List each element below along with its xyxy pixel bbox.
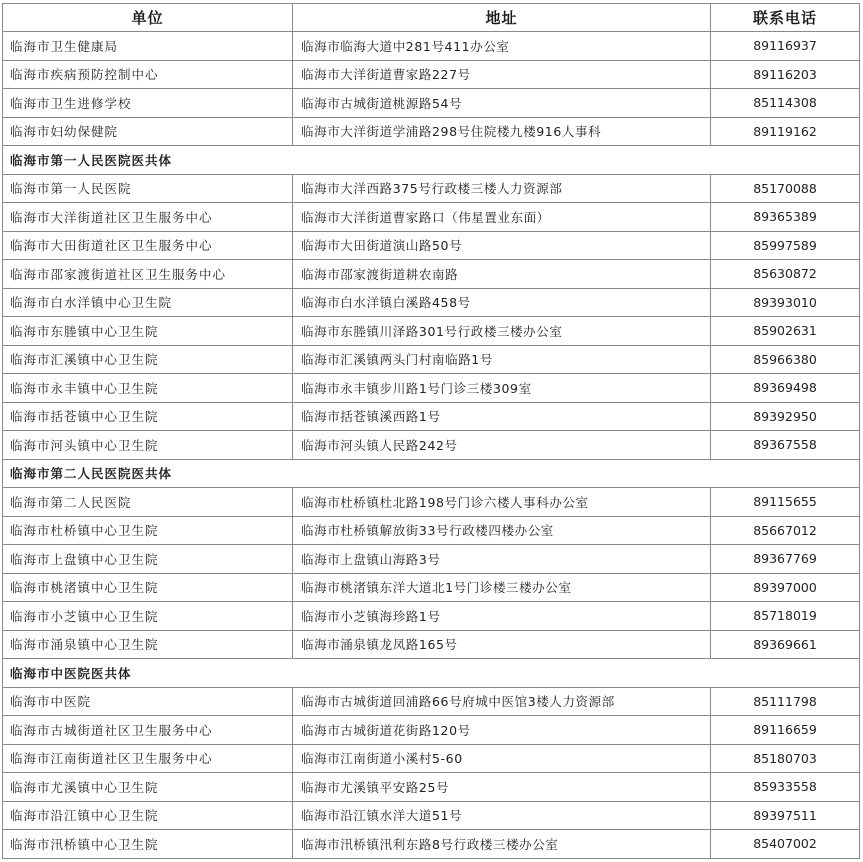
table-row	[3, 203, 860, 232]
table-row	[3, 573, 860, 602]
unit-cell: 临海市白水洋镇中心卫生院	[3, 288, 293, 317]
address-cell: 临海市江南街道小溪村5-60	[293, 744, 711, 773]
group-title: 临海市第一人民医院医共体	[3, 146, 860, 175]
header-phone: 联系电话	[711, 4, 860, 32]
group-title: 临海市中医院医共体	[3, 659, 860, 688]
address-cell: 临海市大田街道演山路50号	[293, 231, 711, 260]
table-row	[3, 602, 860, 631]
address-cell: 临海市涌泉镇龙凤路165号	[293, 630, 711, 659]
address-cell: 临海市永丰镇步川路1号门诊三楼309室	[293, 374, 711, 403]
header-row	[3, 4, 860, 32]
table-row	[3, 630, 860, 659]
phone-cell: 89365389	[711, 203, 860, 232]
phone-cell: 89369498	[711, 374, 860, 403]
phone-cell: 85997589	[711, 231, 860, 260]
address-cell: 临海市沿江镇水洋大道51号	[293, 801, 711, 830]
phone-cell: 89369661	[711, 630, 860, 659]
table-row	[3, 60, 860, 89]
table-row	[3, 687, 860, 716]
phone-cell: 85111798	[711, 687, 860, 716]
unit-cell: 临海市卫生健康局	[3, 32, 293, 61]
address-cell: 临海市古城街道花街路120号	[293, 716, 711, 745]
address-cell: 临海市括苍镇溪西路1号	[293, 402, 711, 431]
address-cell: 临海市大洋街道学浦路298号住院楼九楼916人事科	[293, 117, 711, 146]
unit-cell: 临海市杜桥镇中心卫生院	[3, 516, 293, 545]
phone-cell: 89116937	[711, 32, 860, 61]
table-row	[3, 288, 860, 317]
table-body	[3, 32, 860, 859]
unit-cell: 临海市上盘镇中心卫生院	[3, 545, 293, 574]
phone-cell: 85630872	[711, 260, 860, 289]
address-cell: 临海市河头镇人民路242号	[293, 431, 711, 460]
table-row	[3, 488, 860, 517]
address-cell: 临海市尤溪镇平安路25号	[293, 773, 711, 802]
table-row	[3, 744, 860, 773]
phone-cell: 89115655	[711, 488, 860, 517]
unit-cell: 临海市妇幼保健院	[3, 117, 293, 146]
address-cell: 临海市大洋街道曹家路227号	[293, 60, 711, 89]
address-cell: 临海市上盘镇山海路3号	[293, 545, 711, 574]
group-title: 临海市第二人民医院医共体	[3, 459, 860, 488]
table-row	[3, 117, 860, 146]
phone-cell: 89119162	[711, 117, 860, 146]
table-row	[3, 231, 860, 260]
address-cell: 临海市汛桥镇汛利东路8号行政楼三楼办公室	[293, 830, 711, 859]
table-row	[3, 402, 860, 431]
address-cell: 临海市临海大道中281号411办公室	[293, 32, 711, 61]
group-row	[3, 659, 860, 688]
address-cell: 临海市杜桥镇杜北路198号门诊六楼人事科办公室	[293, 488, 711, 517]
table-row	[3, 830, 860, 859]
address-cell: 临海市邵家渡街道耕农南路	[293, 260, 711, 289]
table-row	[3, 801, 860, 830]
unit-cell: 临海市古城街道社区卫生服务中心	[3, 716, 293, 745]
unit-cell: 临海市第一人民医院	[3, 174, 293, 203]
address-cell: 临海市东塍镇川泽路301号行政楼三楼办公室	[293, 317, 711, 346]
phone-cell: 89367558	[711, 431, 860, 460]
address-cell: 临海市大洋西路375号行政楼三楼人力资源部	[293, 174, 711, 203]
address-cell: 临海市桃渚镇东洋大道北1号门诊楼三楼办公室	[293, 573, 711, 602]
unit-cell: 临海市永丰镇中心卫生院	[3, 374, 293, 403]
address-cell: 临海市小芝镇海珍路1号	[293, 602, 711, 631]
phone-cell: 89116203	[711, 60, 860, 89]
unit-cell: 临海市沿江镇中心卫生院	[3, 801, 293, 830]
table-row	[3, 516, 860, 545]
table-row	[3, 431, 860, 460]
group-row	[3, 459, 860, 488]
phone-cell: 85718019	[711, 602, 860, 631]
phone-cell: 85933558	[711, 773, 860, 802]
table-row	[3, 773, 860, 802]
phone-cell: 85902631	[711, 317, 860, 346]
table-row	[3, 317, 860, 346]
unit-cell: 临海市小芝镇中心卫生院	[3, 602, 293, 631]
unit-cell: 临海市大洋街道社区卫生服务中心	[3, 203, 293, 232]
unit-cell: 临海市卫生进修学校	[3, 89, 293, 118]
phone-cell: 89397000	[711, 573, 860, 602]
table-row	[3, 174, 860, 203]
phone-cell: 85667012	[711, 516, 860, 545]
address-cell: 临海市古城街道回浦路66号府城中医馆3楼人力资源部	[293, 687, 711, 716]
address-cell: 临海市杜桥镇解放街33号行政楼四楼办公室	[293, 516, 711, 545]
phone-cell: 89367769	[711, 545, 860, 574]
phone-cell: 89393010	[711, 288, 860, 317]
table-row	[3, 545, 860, 574]
unit-cell: 临海市邵家渡街道社区卫生服务中心	[3, 260, 293, 289]
unit-cell: 临海市第二人民医院	[3, 488, 293, 517]
phone-cell: 85170088	[711, 174, 860, 203]
address-cell: 临海市大洋街道曹家路口（伟星置业东面）	[293, 203, 711, 232]
table-row	[3, 260, 860, 289]
header-unit: 单位	[3, 4, 293, 32]
unit-cell: 临海市括苍镇中心卫生院	[3, 402, 293, 431]
phone-cell: 89116659	[711, 716, 860, 745]
table-row	[3, 32, 860, 61]
unit-cell: 临海市东塍镇中心卫生院	[3, 317, 293, 346]
unit-cell: 临海市大田街道社区卫生服务中心	[3, 231, 293, 260]
unit-cell: 临海市汛桥镇中心卫生院	[3, 830, 293, 859]
phone-cell: 85180703	[711, 744, 860, 773]
header-address: 地址	[293, 4, 711, 32]
table-row	[3, 345, 860, 374]
phone-cell: 85966380	[711, 345, 860, 374]
unit-cell: 临海市桃渚镇中心卫生院	[3, 573, 293, 602]
phone-cell: 85407002	[711, 830, 860, 859]
phone-cell: 85114308	[711, 89, 860, 118]
phone-cell: 89392950	[711, 402, 860, 431]
table-row	[3, 374, 860, 403]
unit-cell: 临海市疾病预防控制中心	[3, 60, 293, 89]
unit-cell: 临海市江南街道社区卫生服务中心	[3, 744, 293, 773]
table-row	[3, 89, 860, 118]
phone-cell: 89397511	[711, 801, 860, 830]
unit-cell: 临海市尤溪镇中心卫生院	[3, 773, 293, 802]
unit-cell: 临海市中医院	[3, 687, 293, 716]
address-cell: 临海市白水洋镇白溪路458号	[293, 288, 711, 317]
table-row	[3, 716, 860, 745]
contact-table	[2, 3, 860, 859]
address-cell: 临海市汇溪镇两头门村南临路1号	[293, 345, 711, 374]
unit-cell: 临海市汇溪镇中心卫生院	[3, 345, 293, 374]
unit-cell: 临海市河头镇中心卫生院	[3, 431, 293, 460]
unit-cell: 临海市涌泉镇中心卫生院	[3, 630, 293, 659]
address-cell: 临海市古城街道桃源路54号	[293, 89, 711, 118]
group-row	[3, 146, 860, 175]
